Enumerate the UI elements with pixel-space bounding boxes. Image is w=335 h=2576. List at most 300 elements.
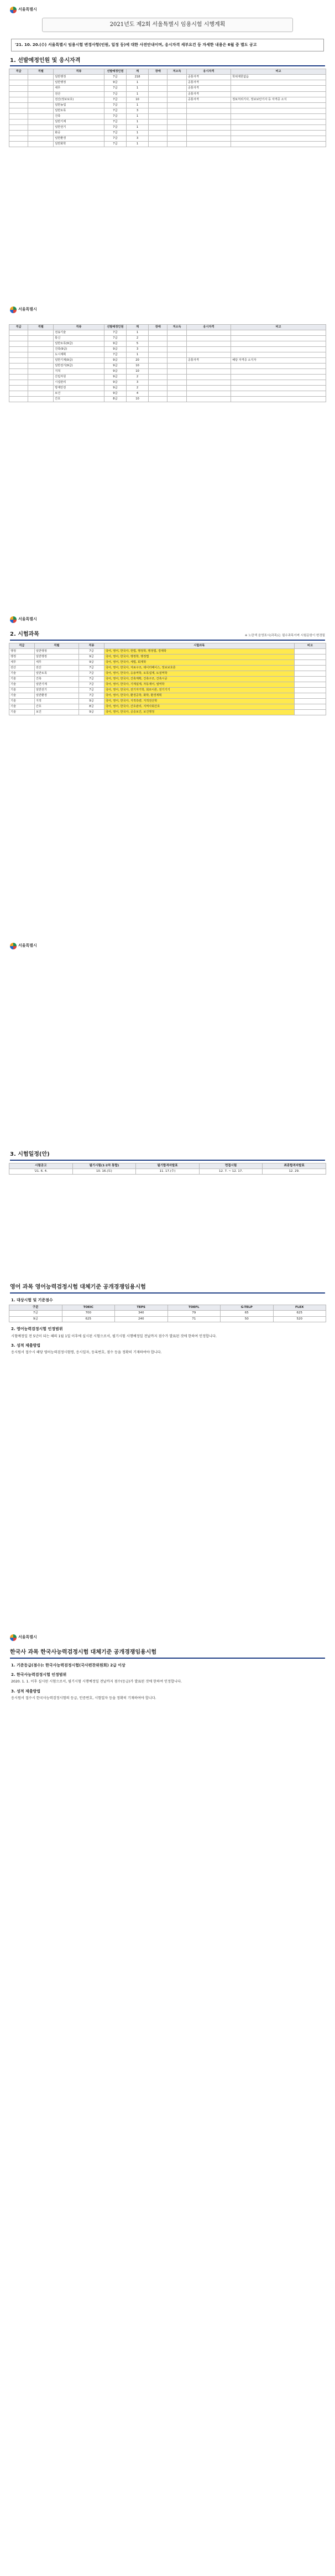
table-cell: 행정 xyxy=(9,654,35,659)
table-cell: 9급 xyxy=(104,358,126,363)
table-cell: 218 xyxy=(126,75,148,80)
table-cell: 7급 xyxy=(104,136,126,141)
table-cell xyxy=(294,659,326,665)
table-cell: 건축 xyxy=(54,113,104,119)
table-cell xyxy=(168,80,186,86)
table-cell xyxy=(9,386,28,391)
table-cell xyxy=(28,369,54,375)
table-cell: 4 xyxy=(126,391,148,397)
table-cell xyxy=(9,113,28,119)
seoul-logo-icon xyxy=(10,1634,17,1641)
table-cell: 9급 xyxy=(104,341,126,347)
table-cell: 화공 xyxy=(54,130,104,136)
table-cell xyxy=(186,341,231,347)
table-row xyxy=(9,704,326,709)
table-cell: 7급 xyxy=(79,687,104,693)
table-cell: 1 xyxy=(126,119,148,124)
table-cell xyxy=(231,375,326,380)
table-row xyxy=(9,352,326,358)
table-cell: 7급 xyxy=(104,91,126,97)
table-cell xyxy=(28,141,54,147)
seoul-logo-icon xyxy=(10,7,17,13)
subjects-cell: 국어, 영어, 한국사, 헌법, 행정학, 행정법, 경제학 xyxy=(104,648,294,654)
english-sub-2: 2. 영어능력검정시험 인정범위 xyxy=(11,1327,63,1332)
table-cell: 625 xyxy=(273,1311,326,1316)
table-cell xyxy=(149,352,168,358)
history-sub-3: 3. 성적 제출방법 xyxy=(11,1689,40,1694)
table-cell xyxy=(149,347,168,352)
table-cell: 2 xyxy=(126,386,148,391)
table-cell xyxy=(168,380,186,386)
table-cell xyxy=(186,363,231,369)
table-cell xyxy=(9,86,28,91)
subjects-cell: 국어, 영어, 한국사, 행정학, 행정법 xyxy=(104,654,294,659)
th-series: 직렬 xyxy=(28,325,54,330)
table-cell xyxy=(294,693,326,698)
table-row xyxy=(9,141,326,147)
table-cell: 1 xyxy=(126,113,148,119)
table-cell xyxy=(168,336,186,341)
table-cell xyxy=(28,102,54,108)
table-row xyxy=(9,682,326,687)
table-cell: 일반전기 xyxy=(34,687,78,693)
th-total: 계 xyxy=(126,325,148,330)
table-cell: 340 xyxy=(115,1311,168,1316)
table-cell: 전산 xyxy=(9,665,35,671)
table-cell xyxy=(294,704,326,709)
table-cell: 7급 xyxy=(79,671,104,676)
seoul-logo-icon xyxy=(10,943,17,949)
table-cell: 기술 xyxy=(9,676,35,682)
table-cell: 일반환경 xyxy=(54,136,104,141)
table-cell: 3 xyxy=(126,108,148,113)
table-cell: 일반토목 xyxy=(34,671,78,676)
th-disabled: 장애 xyxy=(149,325,168,330)
th-remarks: 비고 xyxy=(294,643,326,648)
table-cell xyxy=(9,336,28,341)
table-cell: 8급 xyxy=(79,704,104,709)
th-final: 최종합격자발표 xyxy=(263,1163,326,1168)
english-table xyxy=(9,1305,326,1322)
table-cell xyxy=(9,136,28,141)
table-cell xyxy=(28,375,54,380)
table-cell xyxy=(149,330,168,336)
table-cell: 일반행정 xyxy=(34,654,78,659)
table-cell xyxy=(168,136,186,141)
table-cell xyxy=(231,91,326,97)
table-cell xyxy=(149,386,168,391)
table-cell: 10 xyxy=(126,97,148,102)
table-cell: 2 xyxy=(126,375,148,380)
table-cell xyxy=(186,124,231,130)
table-cell xyxy=(231,336,326,341)
table-cell: 7급 xyxy=(104,97,126,102)
table-cell: 도시계획 xyxy=(54,352,104,358)
table-cell: 7급 xyxy=(104,113,126,119)
brand-name: 서울특별시 xyxy=(18,943,37,948)
table-cell xyxy=(186,380,231,386)
table-cell xyxy=(231,380,326,386)
table-cell xyxy=(149,97,168,102)
table-cell: 일반토목(9급) xyxy=(54,341,104,347)
table-row xyxy=(9,659,326,665)
table-cell xyxy=(186,386,231,391)
table-cell xyxy=(231,347,326,352)
table-cell: 9급 xyxy=(104,369,126,375)
table-cell xyxy=(231,397,326,402)
section-1-title: 1. 선발예정인원 및 응시자격 xyxy=(10,57,325,67)
table-cell: 기술 xyxy=(9,693,35,698)
table-row xyxy=(9,375,326,380)
table-cell: 공통자격 xyxy=(186,358,231,363)
table-cell xyxy=(168,86,186,91)
panel-4 xyxy=(9,941,326,1175)
table-cell: 세무 xyxy=(54,86,104,91)
table-cell: 9급 xyxy=(104,386,126,391)
subjects-table xyxy=(9,643,326,715)
table-cell: 보건 xyxy=(54,391,104,397)
table-cell xyxy=(9,119,28,124)
table-row xyxy=(9,91,326,97)
table-cell: 7급 xyxy=(104,86,126,91)
table-cell xyxy=(9,75,28,80)
table-cell: 보건 xyxy=(34,709,78,715)
table-cell xyxy=(9,363,28,369)
table-row xyxy=(9,671,326,676)
table-cell: 시설관리 xyxy=(54,380,104,386)
table-row xyxy=(9,336,326,341)
table-cell xyxy=(9,91,28,97)
th-class: 직류 xyxy=(79,643,104,648)
table-cell xyxy=(168,386,186,391)
table-cell xyxy=(231,352,326,358)
table-cell: 공통자격 xyxy=(186,91,231,97)
table-cell: 1 xyxy=(126,102,148,108)
panel-1 xyxy=(9,4,326,147)
table-cell: 일반농업 xyxy=(54,102,104,108)
table-cell: 일반기계(9급) xyxy=(54,358,104,363)
table-cell xyxy=(186,375,231,380)
table-cell: 20 xyxy=(126,358,148,363)
table-cell: 7급 xyxy=(104,75,126,80)
table-row xyxy=(9,86,326,91)
th-toeic: TOEIC xyxy=(62,1305,115,1310)
th-qualification: 응시자격 xyxy=(186,69,231,75)
table-cell xyxy=(28,347,54,352)
table-cell: 1 xyxy=(126,124,148,130)
table-row xyxy=(9,391,326,397)
table-cell: 공통자격 xyxy=(186,80,231,86)
table-cell xyxy=(149,102,168,108)
table-cell: 1 xyxy=(126,141,148,147)
table-row xyxy=(9,75,326,80)
table-cell xyxy=(231,80,326,86)
table-cell xyxy=(9,141,28,147)
table-cell: 지적 xyxy=(54,369,104,375)
table-cell xyxy=(186,130,231,136)
table-cell xyxy=(28,119,54,124)
table-cell: 7급 xyxy=(9,1311,62,1316)
th-written-result: 필기합격자발표 xyxy=(136,1163,200,1168)
table-cell: 7급 xyxy=(104,141,126,147)
table-cell xyxy=(9,102,28,108)
table-cell xyxy=(9,391,28,397)
table-cell xyxy=(168,141,186,147)
th-disabled: 장애 xyxy=(149,69,168,75)
table-cell xyxy=(28,86,54,91)
th-total: 계 xyxy=(126,69,148,75)
table-cell xyxy=(294,671,326,676)
table-cell: 7급 xyxy=(104,352,126,358)
table-cell: 7급 xyxy=(104,336,126,341)
table-row xyxy=(9,676,326,682)
table-cell xyxy=(149,375,168,380)
table-cell: 건축(9급) xyxy=(54,347,104,352)
table-cell xyxy=(231,86,326,91)
table-cell xyxy=(168,352,186,358)
table-cell: 3 xyxy=(126,136,148,141)
table-cell xyxy=(231,108,326,113)
table-cell: 일반전기(9급) xyxy=(54,363,104,369)
table-cell: 정보처리기사, 정보보안기사 등 자격증 소지 xyxy=(231,97,326,102)
table-cell xyxy=(294,676,326,682)
table-cell xyxy=(149,380,168,386)
table-cell: 일반환경 xyxy=(34,693,78,698)
table-cell xyxy=(28,108,54,113)
table-cell xyxy=(231,391,326,397)
table-cell: 일반기계 xyxy=(34,682,78,687)
table-cell: 세무 xyxy=(34,659,78,665)
table-row xyxy=(9,1316,326,1322)
th-remarks: 비고 xyxy=(231,69,326,75)
table-cell xyxy=(168,102,186,108)
table-cell xyxy=(28,358,54,363)
table-cell: 학위제한없음 xyxy=(231,75,326,80)
table-row xyxy=(9,113,326,119)
english-range-text: 시험예정일 전 5년이 되는 해의 1월 1일 이후에 실시된 시험으로서, 필기시험 시행예정일 전날까지 점수가 발표된 것에 한하여 인정합니다. xyxy=(11,1334,217,1338)
table-row xyxy=(9,1311,326,1316)
table-cell: 7급 xyxy=(79,648,104,654)
table-cell xyxy=(149,91,168,97)
table-cell xyxy=(186,136,231,141)
subjects-cell: 국어, 영어, 한국사, 자료구조, 데이터베이스, 정보보호론 xyxy=(104,665,294,671)
recruit-table-a xyxy=(9,69,326,147)
table-cell: 3 xyxy=(126,347,148,352)
table-row xyxy=(9,102,326,108)
table-cell xyxy=(231,102,326,108)
table-cell: 9급 xyxy=(104,363,126,369)
th-series: 직렬 xyxy=(34,643,78,648)
table-cell xyxy=(28,136,54,141)
subjects-cell: 국어, 영어, 한국사, 지적측량, 지적전산학 xyxy=(104,698,294,704)
th-grade: 직급 xyxy=(9,325,28,330)
table-row xyxy=(9,386,326,391)
table-cell xyxy=(149,341,168,347)
table-cell: 간호 xyxy=(54,397,104,402)
table-cell xyxy=(168,347,186,352)
history-range-text: 2020. 1. 1. 이후 실시된 시험으로서, 필기시험 시행예정일 전날까지 점수(등급)가 발표된 것에 한하여 인정합니다. xyxy=(11,1680,182,1684)
table-cell xyxy=(186,369,231,375)
table-cell xyxy=(168,363,186,369)
notice-box: '21. 10. 20.(수) 서울특별시 임용시험 변경사항(인원, 일정 등)에 대한 사전안내이며, 응시자격 세부요건 등 자세한 내용은 6월 중 별도 공고 xyxy=(11,39,324,51)
table-cell xyxy=(28,363,54,369)
table-cell: 520 xyxy=(273,1316,326,1322)
table-cell: 7급 xyxy=(104,102,126,108)
table-cell xyxy=(231,130,326,136)
table-row xyxy=(9,687,326,693)
english-sub-1: 1. 대상시험 및 기준점수 xyxy=(11,1297,53,1302)
table-cell: 700 xyxy=(62,1311,115,1316)
th-remarks: 비고 xyxy=(231,325,326,330)
table-cell: 1 xyxy=(126,130,148,136)
table-cell xyxy=(231,386,326,391)
brand-name: 서울특별시 xyxy=(18,1635,37,1640)
table-cell xyxy=(9,347,28,352)
table-row xyxy=(9,119,326,124)
th-class: 직류 xyxy=(54,69,104,75)
table-cell xyxy=(28,97,54,102)
table-cell xyxy=(294,709,326,715)
table-cell xyxy=(186,330,231,336)
table-cell: 1 xyxy=(126,80,148,86)
table-cell: 일반전기 xyxy=(54,124,104,130)
table-cell xyxy=(149,130,168,136)
table-cell xyxy=(149,363,168,369)
table-cell: 일반토목 xyxy=(54,108,104,113)
table-cell: 공통자격 xyxy=(186,97,231,102)
table-cell: 기술 xyxy=(9,687,35,693)
table-cell xyxy=(9,380,28,386)
table-row xyxy=(9,380,326,386)
table-row xyxy=(9,654,326,659)
table-cell: 5 xyxy=(126,341,148,347)
table-row xyxy=(9,108,326,113)
table-cell xyxy=(149,108,168,113)
table-cell: 일반행정 xyxy=(34,648,78,654)
table-cell xyxy=(28,113,54,119)
recruit-table-b xyxy=(9,324,326,402)
table-cell: 50 xyxy=(221,1316,274,1322)
panel-5 xyxy=(9,1278,326,1358)
th-grade: 직급 xyxy=(9,69,28,75)
table-cell: 7급 xyxy=(79,676,104,682)
th-gtelp: G-TELP xyxy=(221,1305,274,1310)
table-cell xyxy=(9,341,28,347)
table-cell xyxy=(28,386,54,391)
schedule-written: 10. 16.(토) xyxy=(72,1168,136,1174)
table-cell xyxy=(186,347,231,352)
table-cell xyxy=(28,352,54,358)
table-cell xyxy=(149,391,168,397)
table-cell: 통신 xyxy=(54,336,104,341)
table-row xyxy=(9,130,326,136)
table-cell xyxy=(186,108,231,113)
table-cell xyxy=(9,330,28,336)
table-row xyxy=(9,698,326,704)
table-cell xyxy=(231,136,326,141)
table-cell xyxy=(9,124,28,130)
table-row xyxy=(9,330,326,336)
table-cell xyxy=(186,113,231,119)
table-row xyxy=(9,363,326,369)
schedule-written-result: 11. 17.(수) xyxy=(136,1168,200,1174)
table-cell xyxy=(149,336,168,341)
table-cell xyxy=(28,330,54,336)
table-cell xyxy=(28,124,54,130)
table-cell xyxy=(186,141,231,147)
table-cell: 2 xyxy=(126,336,148,341)
table-cell: 공통자격 xyxy=(186,86,231,91)
th-announce: 시험공고 xyxy=(9,1163,73,1168)
panel-6 xyxy=(9,1632,326,1704)
table-cell xyxy=(28,336,54,341)
brand-name: 서울특별시 xyxy=(18,307,37,312)
table-cell: 7급 xyxy=(104,330,126,336)
th-planned: 선발예정인원 xyxy=(104,325,126,330)
table-cell xyxy=(186,119,231,124)
table-cell xyxy=(149,75,168,80)
table-cell: 7급 xyxy=(104,124,126,130)
table-cell: 1 xyxy=(126,330,148,336)
table-row xyxy=(9,341,326,347)
table-cell: 전산 xyxy=(34,665,78,671)
table-row xyxy=(9,397,326,402)
table-cell: 7급 xyxy=(79,682,104,687)
table-cell xyxy=(168,91,186,97)
table-cell xyxy=(149,80,168,86)
table-cell xyxy=(168,358,186,363)
table-cell: 건축 xyxy=(34,676,78,682)
table-cell xyxy=(9,80,28,86)
table-cell: 행정 xyxy=(9,648,35,654)
table-cell xyxy=(294,654,326,659)
th-subjects: 시험과목 xyxy=(104,643,294,648)
history-sub-2: 2. 한국사능력검정시험 인정범위 xyxy=(11,1672,67,1677)
table-cell xyxy=(9,97,28,102)
subjects-cell: 국어, 영어, 한국사, 건축계획, 건축구조, 건축시공 xyxy=(104,676,294,682)
th-interview: 면접시험 xyxy=(199,1163,263,1168)
subjects-cell: 국어, 영어, 한국사, 전기자기학, 회로이론, 전기기기 xyxy=(104,687,294,693)
english-submit-text: 응시원서 접수시 해당 영어능력검정시험명, 응시일자, 등록번호, 점수 등을 정확히 기재하여야 합니다. xyxy=(11,1351,162,1355)
section-2-label: 2. 시험과목 xyxy=(10,631,39,637)
table-cell xyxy=(149,136,168,141)
table-cell xyxy=(28,397,54,402)
table-cell xyxy=(168,97,186,102)
table-cell xyxy=(149,124,168,130)
table-cell: 9급 xyxy=(104,375,126,380)
table-cell xyxy=(28,91,54,97)
table-cell: 기술 xyxy=(9,704,35,709)
table-cell: 세무 xyxy=(9,659,35,665)
table-cell xyxy=(168,113,186,119)
subjects-cell: 국어, 영어, 한국사, 환경공학, 화학, 환경계획 xyxy=(104,693,294,698)
doc-title: 2021년도 제2회 서울특별시 임용시험 시행계획 xyxy=(42,18,293,32)
table-cell xyxy=(294,648,326,654)
table-cell: 9급 xyxy=(9,1316,62,1322)
table-cell xyxy=(149,86,168,91)
table-row xyxy=(9,648,326,654)
table-cell xyxy=(231,363,326,369)
table-cell xyxy=(149,369,168,375)
logo-4 xyxy=(9,941,326,952)
table-cell xyxy=(168,397,186,402)
table-cell: 1 xyxy=(126,86,148,91)
table-cell xyxy=(149,119,168,124)
th-series: 직렬 xyxy=(28,69,54,75)
table-cell: 10 xyxy=(126,369,148,375)
logo-3 xyxy=(9,614,326,625)
table-cell: 625 xyxy=(62,1316,115,1322)
